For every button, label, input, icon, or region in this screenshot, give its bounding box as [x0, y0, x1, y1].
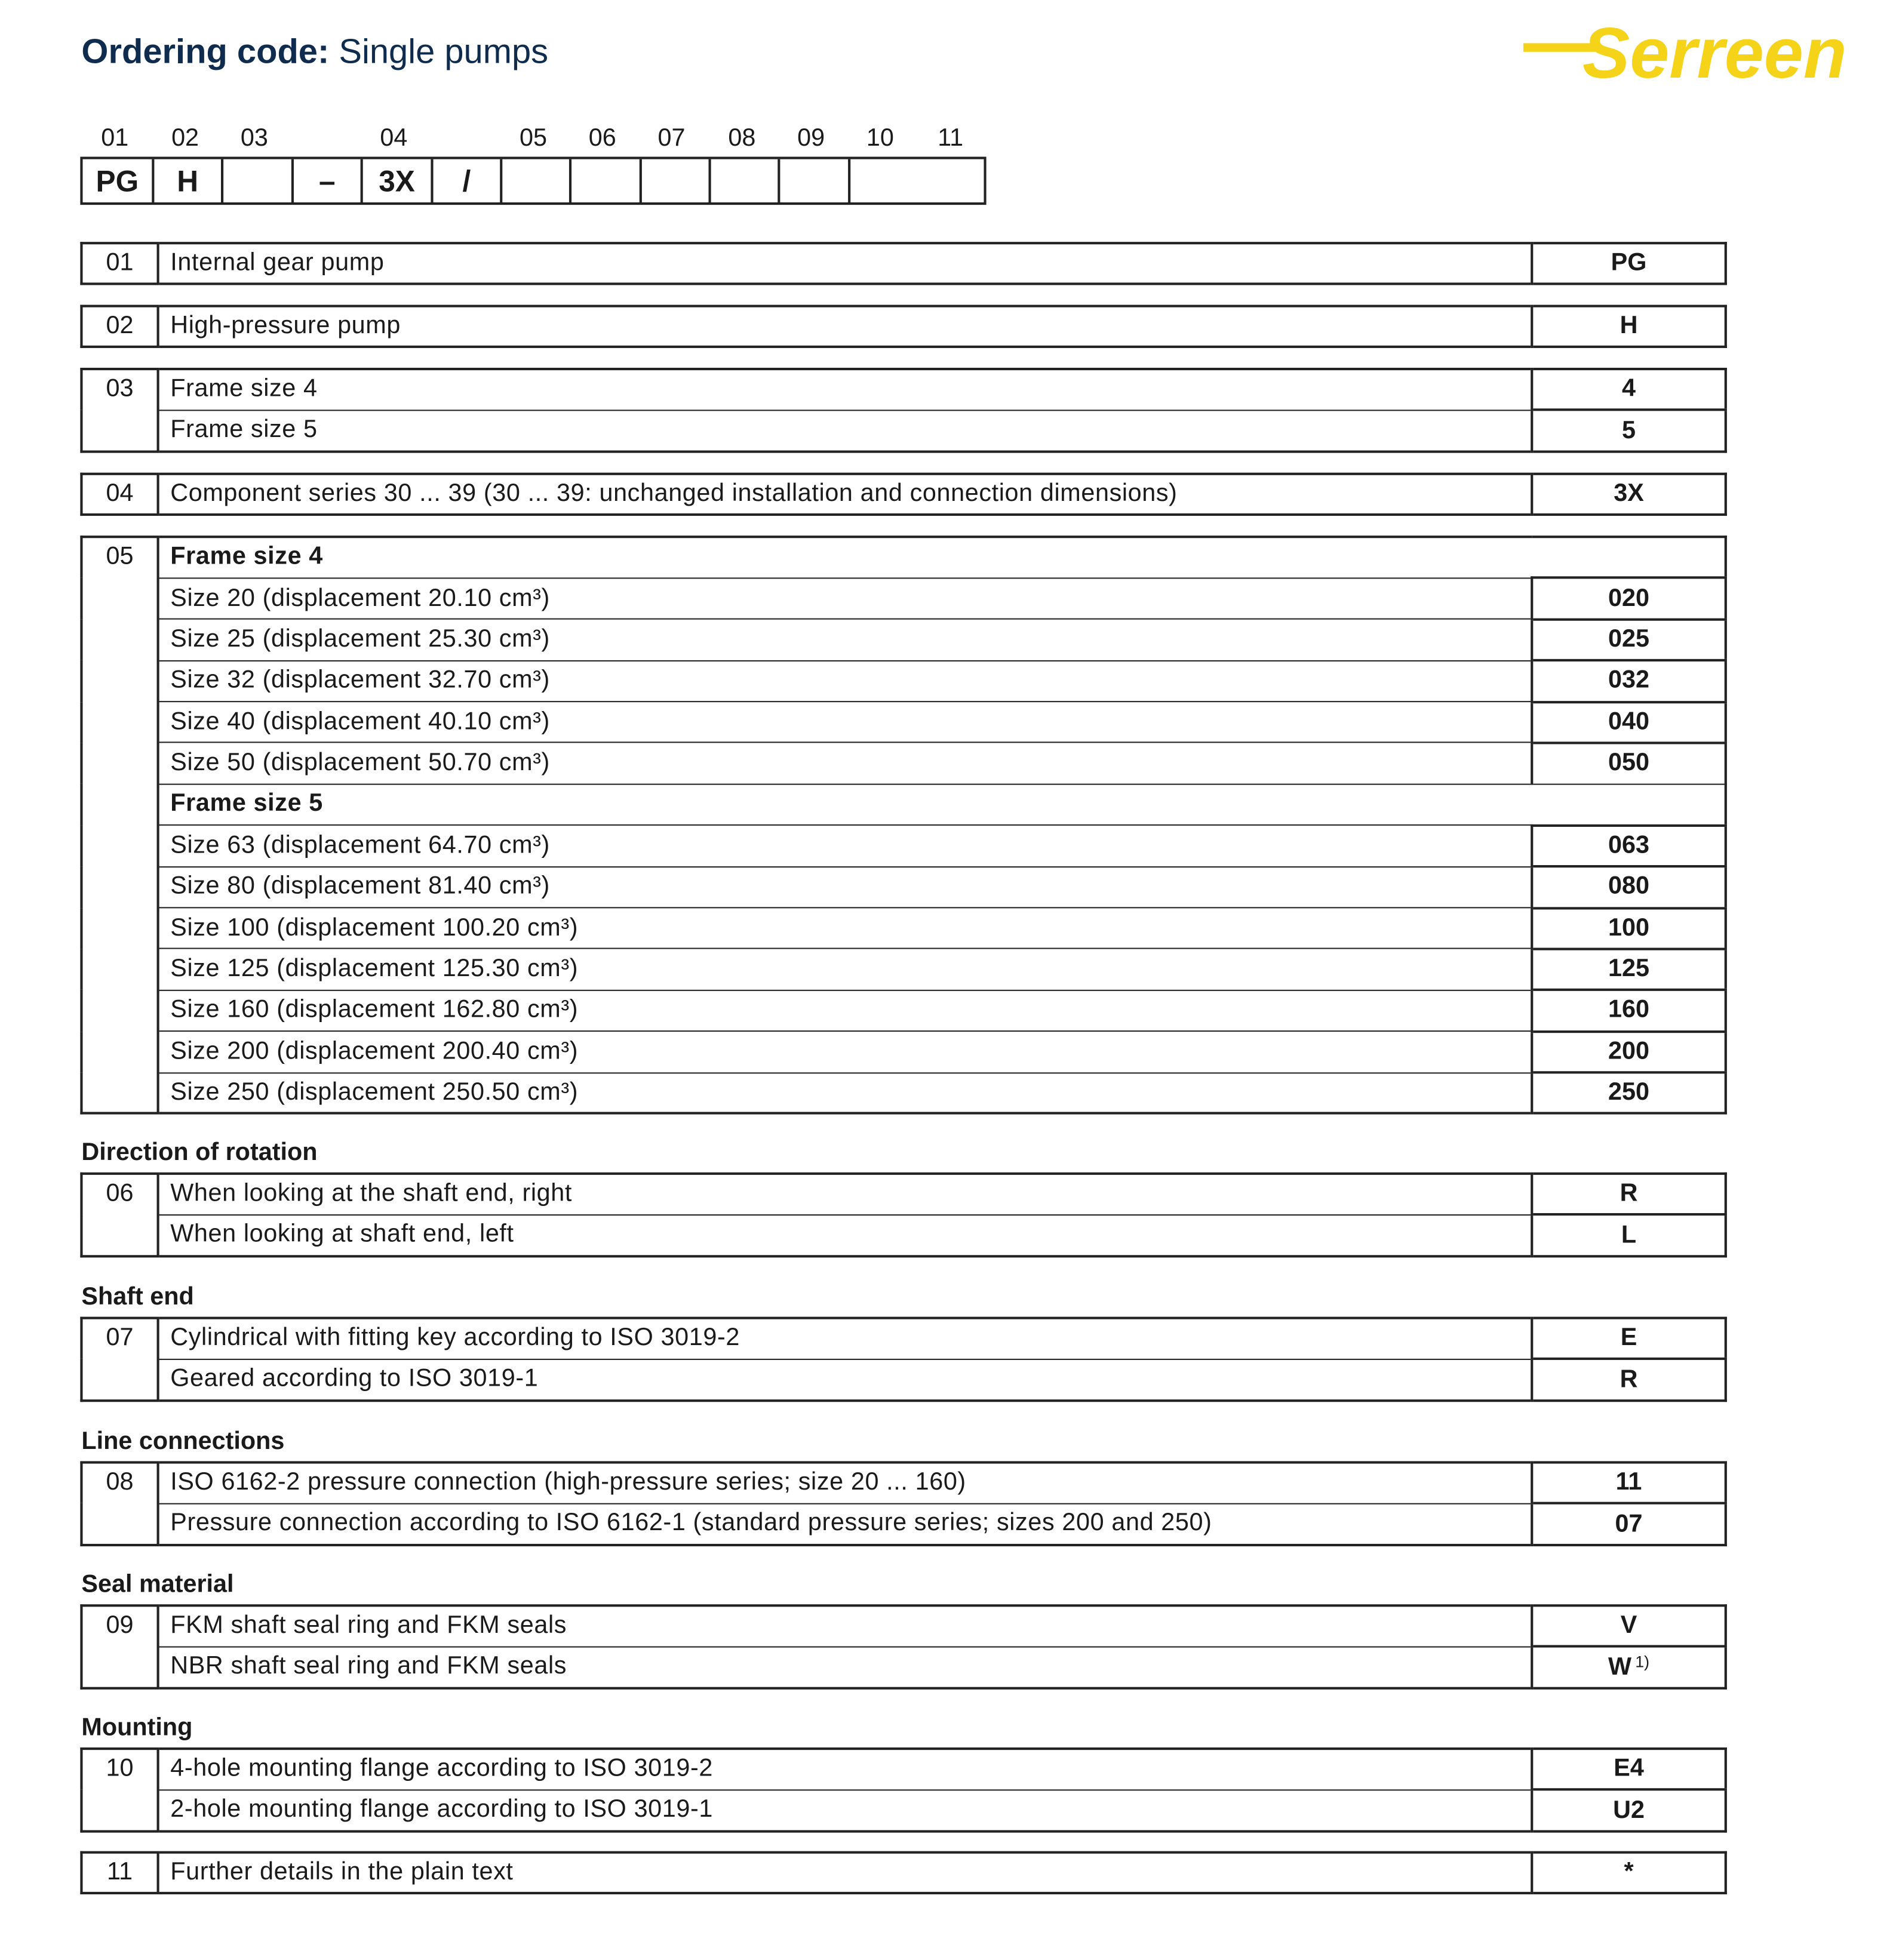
option-code: 07: [1615, 1510, 1643, 1537]
option-table-03: [80, 368, 1727, 453]
option-description: Further details in the plain text: [170, 1859, 514, 1886]
option-code-cell: [1532, 1318, 1726, 1359]
option-code: R: [1620, 1180, 1638, 1208]
table-row: [81, 907, 1725, 949]
code-cell: 3X: [361, 159, 431, 202]
table-row: [81, 866, 1725, 907]
option-code-cell: [1532, 701, 1726, 743]
code-cell: [848, 159, 984, 202]
option-code-cell: [1532, 578, 1726, 619]
option-code: *: [1624, 1859, 1634, 1886]
position-number: 01: [81, 243, 158, 284]
position-number: 02: [81, 306, 158, 347]
table-row: [81, 825, 1725, 866]
table-row: [81, 701, 1725, 743]
option-code: E4: [1614, 1755, 1644, 1783]
table-row: [81, 410, 1725, 451]
table-row: [81, 660, 1725, 701]
option-description: Pressure connection according to ISO 6162-1 (standard pressure series; sizes 200 and 250): [158, 1504, 1532, 1545]
table-row: [81, 474, 1725, 515]
option-code: 200: [1608, 1038, 1650, 1065]
option-code-cell: [1532, 743, 1726, 784]
option-description: 4-hole mounting flange according to ISO 3019-2: [170, 1755, 714, 1783]
option-code-cell: [1532, 1853, 1726, 1894]
option-code-cell: [1532, 1605, 1726, 1647]
option-code-cell: [1532, 619, 1726, 660]
option-code-cell: [1532, 1359, 1726, 1401]
option-table-11: [80, 1851, 1727, 1895]
option-code-cell: [1532, 660, 1726, 701]
option-description: Frame size 4: [170, 376, 318, 403]
option-code-cell: [1532, 1031, 1726, 1072]
table-row: [81, 1790, 1725, 1831]
table-row: [81, 1749, 1725, 1790]
table-row: [81, 1174, 1725, 1215]
position-number: 09: [81, 1605, 158, 1688]
option-code: 025: [1608, 625, 1650, 653]
table-row: [81, 1605, 1725, 1647]
code-position-number: 06: [588, 124, 616, 152]
option-code-cell: [1532, 1790, 1726, 1831]
position-number: 03: [81, 369, 158, 451]
table-row: [81, 1647, 1725, 1688]
row-subheader: Frame size 4: [170, 543, 323, 571]
code-cell: [640, 159, 709, 202]
code-cell: H: [152, 159, 221, 202]
section-heading: Mounting: [81, 1714, 193, 1741]
option-table-05: [80, 536, 1727, 1115]
option-code: E: [1620, 1324, 1637, 1352]
table-row: [81, 369, 1725, 410]
option-code: 063: [1608, 832, 1650, 859]
table-row: [81, 1031, 1725, 1072]
option-code: 250: [1608, 1079, 1650, 1106]
option-description: Size 125 (displacement 125.30 cm³): [158, 949, 1532, 990]
option-table-04: [80, 473, 1727, 516]
option-description: Size 250 (displacement 250.50 cm³): [158, 1072, 1532, 1113]
row-subheader: Frame size 5: [158, 784, 1726, 825]
option-description: Size 80 (displacement 81.40 cm³): [158, 866, 1532, 907]
option-code-cell: [1532, 907, 1726, 949]
option-table-07: [80, 1317, 1727, 1402]
option-table-09: [80, 1604, 1727, 1689]
section-heading: Line connections: [81, 1427, 285, 1456]
table-row: [81, 1504, 1725, 1545]
option-code: 080: [1608, 873, 1650, 900]
option-code: 3X: [1614, 480, 1644, 507]
option-code: 040: [1608, 707, 1650, 736]
code-cell: [569, 159, 640, 202]
option-code: 5: [1622, 416, 1636, 444]
option-description: Component series 30 ... 39 (30 ... 39: unchanged installation and connection dimensions): [170, 480, 1178, 507]
option-code-cell: [1532, 243, 1726, 284]
option-code: 160: [1608, 996, 1650, 1024]
table-row: [81, 537, 1725, 578]
option-code: U2: [1613, 1796, 1645, 1824]
table-row: [81, 990, 1725, 1031]
option-code: W: [1608, 1654, 1631, 1681]
option-table-08: [80, 1461, 1727, 1546]
option-code: 032: [1608, 666, 1650, 694]
title-bold: Ordering code:: [81, 32, 330, 70]
code-position-number: 05: [519, 124, 547, 152]
option-code: R: [1620, 1365, 1638, 1393]
table-row: [81, 949, 1725, 990]
option-description: Size 32 (displacement 32.70 cm³): [158, 660, 1532, 701]
option-code-cell: [1532, 474, 1726, 515]
table-row: [81, 243, 1725, 284]
position-number: 07: [81, 1318, 158, 1401]
code-cell: PG: [96, 165, 139, 199]
option-description: Cylindrical with fitting key according to ISO 3019-2: [170, 1324, 740, 1352]
option-code: 100: [1608, 914, 1650, 941]
option-description: NBR shaft seal ring and FKM seals: [158, 1647, 1532, 1688]
option-table-01: [80, 242, 1727, 285]
option-code-cell: [1532, 306, 1726, 347]
code-position-number: 01: [101, 124, 129, 152]
table-row: [81, 784, 1725, 825]
option-code: H: [1620, 312, 1638, 340]
table-row: [81, 1853, 1725, 1894]
option-description: Internal gear pump: [170, 249, 385, 277]
option-description: Size 200 (displacement 200.40 cm³): [158, 1031, 1532, 1072]
option-code-cell: [1532, 1749, 1726, 1790]
option-code: 11: [1615, 1469, 1642, 1496]
code-position-number: 09: [797, 124, 825, 152]
option-code-cell: [1532, 825, 1726, 866]
option-description: Size 63 (displacement 64.70 cm³): [158, 825, 1532, 866]
option-description: FKM shaft seal ring and FKM seals: [170, 1612, 567, 1640]
section-heading: Shaft end: [81, 1283, 194, 1311]
option-description: Size 20 (displacement 20.10 cm³): [158, 578, 1532, 619]
code-cell: [500, 159, 569, 202]
ordering-code-box: [80, 157, 986, 205]
option-description: Size 25 (displacement 25.30 cm³): [158, 619, 1532, 660]
code-cell: [778, 159, 848, 202]
option-table-10: [80, 1747, 1727, 1832]
brand-logo: [1523, 10, 1852, 87]
title-rest: Single pumps: [329, 32, 549, 70]
section-heading: Direction of rotation: [81, 1139, 318, 1167]
option-table-02: [80, 305, 1727, 349]
option-description: Size 160 (displacement 162.80 cm³): [158, 990, 1532, 1031]
table-row: [81, 1215, 1725, 1256]
page-title: [81, 32, 548, 72]
option-code-cell: [1532, 990, 1726, 1031]
table-row: [81, 1318, 1725, 1359]
option-code-cell: [1532, 949, 1726, 990]
table-row: [81, 1072, 1725, 1113]
position-number: 10: [81, 1749, 158, 1831]
code-position-number: 07: [657, 124, 686, 152]
option-description: Size 50 (displacement 50.70 cm³): [158, 743, 1532, 784]
table-row: [81, 619, 1725, 660]
option-description: When looking at the shaft end, right: [170, 1180, 573, 1208]
option-code-cell: [1532, 866, 1726, 907]
option-code: L: [1621, 1221, 1637, 1249]
table-row: [81, 578, 1725, 619]
option-code: 125: [1608, 955, 1650, 983]
position-number: 06: [81, 1174, 158, 1256]
code-position-number: 02: [171, 124, 199, 152]
option-description: ISO 6162-2 pressure connection (high-pressure series; size 20 ... 160): [170, 1469, 966, 1497]
position-number: 04: [81, 474, 158, 515]
code-position-number: 04: [380, 124, 408, 152]
option-code-cell: [1532, 1174, 1726, 1215]
position-number: 08: [81, 1463, 158, 1545]
option-code-cell: [1532, 1647, 1726, 1688]
option-code: 020: [1608, 584, 1650, 612]
option-code-cell: [1532, 369, 1726, 410]
option-description: Size 40 (displacement 40.10 cm³): [158, 701, 1532, 743]
position-number: 11: [81, 1853, 158, 1894]
code-position-number: 11: [938, 124, 964, 152]
code-cell: [709, 159, 778, 202]
option-table-06: [80, 1173, 1727, 1257]
option-description: High-pressure pump: [170, 312, 401, 340]
code-position-number: 10: [866, 124, 894, 152]
table-row: [81, 743, 1725, 784]
table-row: [81, 306, 1725, 347]
code-cell: /: [431, 159, 500, 202]
option-description: 2-hole mounting flange according to ISO 3019-1: [158, 1790, 1532, 1831]
option-code-cell: [1532, 1463, 1726, 1504]
table-row: [81, 1359, 1725, 1401]
option-description: When looking at shaft end, left: [158, 1215, 1532, 1256]
footnote-marker: 1): [1635, 1653, 1650, 1672]
option-description: Geared according to ISO 3019-1: [158, 1359, 1532, 1401]
code-position-number: 03: [240, 124, 268, 152]
option-description: Frame size 5: [158, 410, 1532, 451]
option-code: 050: [1608, 749, 1650, 777]
table-row: [81, 1463, 1725, 1504]
code-cell: –: [291, 159, 361, 202]
option-code: 4: [1622, 375, 1636, 403]
option-code-cell: [1532, 1504, 1726, 1545]
position-number: 05: [81, 537, 158, 1113]
code-position-number: 08: [728, 124, 756, 152]
option-code-cell: [1532, 1215, 1726, 1256]
brand-logo-text: Serreen: [1582, 13, 1847, 87]
option-code: PG: [1611, 249, 1647, 277]
option-description: Size 100 (displacement 100.20 cm³): [158, 907, 1532, 949]
code-cell: [221, 159, 291, 202]
option-code: V: [1620, 1612, 1637, 1639]
option-code-cell: [1532, 1072, 1726, 1113]
option-code-cell: [1532, 410, 1726, 451]
section-heading: Seal material: [81, 1571, 234, 1598]
